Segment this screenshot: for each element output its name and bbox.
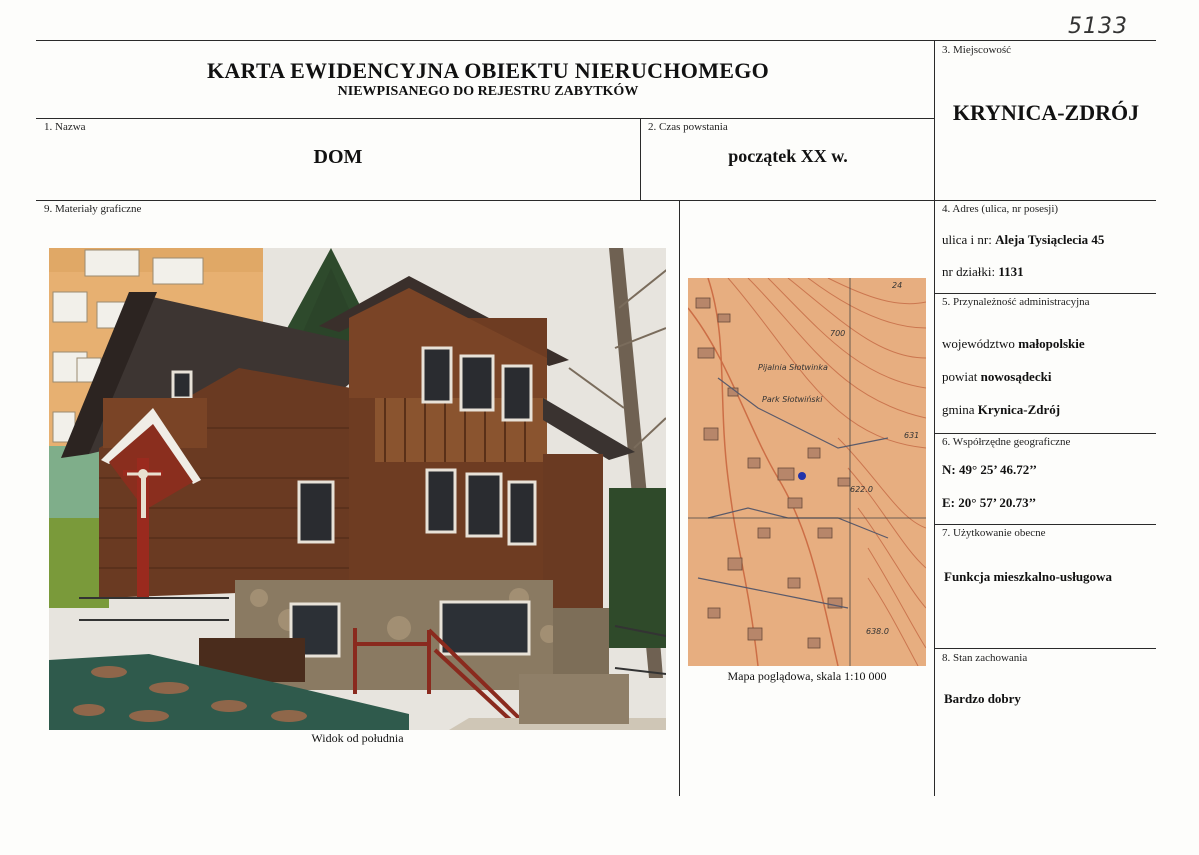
plot-label: nr działki:: [942, 264, 996, 279]
latitude-label: N:: [942, 462, 956, 477]
frame-row-line: [36, 200, 1156, 201]
administrative-label: 5. Przynależność administracyjna: [942, 296, 1090, 308]
location-map: [688, 278, 926, 666]
condition-label: 8. Stan zachowania: [942, 652, 1028, 664]
coordinates-label: 6. Współrzędne geograficzne: [942, 436, 1071, 448]
graphics-label: 9. Materiały graficzne: [44, 203, 142, 215]
map-label-631: 631: [904, 431, 920, 440]
frame-line-usage: [934, 524, 1156, 525]
voivodeship-value: małopolskie: [1018, 336, 1085, 351]
usage-label: 7. Użytkowanie obecne: [942, 527, 1046, 539]
card-subtitle: NIEWPISANEGO DO REJESTRU ZABYTKÓW: [337, 84, 639, 99]
frame-line-admin: [934, 293, 1156, 294]
frame-top-line: [36, 40, 1156, 41]
map-label-622: 622.0: [850, 485, 873, 494]
name-value: DOM: [313, 146, 363, 168]
latitude-row: [942, 462, 1037, 478]
plot-value: 1131: [998, 264, 1024, 279]
address-label: 4. Adres (ulica, nr posesji): [942, 203, 1059, 215]
map-label-park: Park Słotwiński: [762, 395, 823, 404]
commune-value: Krynica-Zdrój: [977, 402, 1061, 417]
reference-number: 5133: [1068, 14, 1128, 39]
map-caption: Mapa poglądowa, skala 1:10 000: [727, 669, 887, 683]
date-label: 2. Czas powstania: [648, 121, 728, 133]
voivodeship-label: województwo: [942, 336, 1015, 351]
frame-line-condition: [934, 648, 1156, 649]
frame-title-bottom-line: [36, 118, 934, 119]
condition-value: Bardzo dobry: [944, 691, 1021, 706]
street-label: ulica i nr:: [942, 232, 992, 247]
map-label-pijalnia: Pijalnia Słotwinka: [758, 363, 828, 372]
house-photo: [49, 248, 666, 730]
voivodeship-row: [942, 336, 1085, 352]
usage-value: Funkcja mieszkalno-usługowa: [944, 569, 1112, 584]
longitude-label: E:: [942, 495, 955, 510]
locality-label: 3. Miejscowość: [942, 44, 1012, 56]
commune-row: [942, 402, 1060, 418]
map-label-700: 700: [830, 329, 846, 338]
frame-col-map: [679, 200, 680, 796]
county-row: [942, 369, 1051, 385]
map-label-24: 24: [892, 281, 903, 290]
latitude-value: 49° 25’ 46.72’’: [958, 462, 1037, 477]
commune-label: gmina: [942, 402, 975, 417]
map-label-638: 638.0: [866, 627, 889, 636]
frame-line-coords: [934, 433, 1156, 434]
photo-caption: Widok od południa: [311, 731, 404, 745]
name-label: 1. Nazwa: [44, 121, 86, 133]
date-value: początek XX w.: [728, 146, 848, 166]
card-title: KARTA EWIDENCYJNA OBIEKTU NIERUCHOMEGO: [206, 58, 770, 83]
locality-value: KRYNICA-ZDRÓJ: [952, 100, 1140, 125]
county-label: powiat: [942, 369, 978, 384]
street-value: Aleja Tysiąclecia 45: [995, 232, 1105, 247]
longitude-value: 20° 57’ 20.73’’: [958, 495, 1037, 510]
county-value: nowosądecki: [980, 369, 1052, 384]
longitude-row: [942, 495, 1036, 511]
street-row: [942, 232, 1104, 248]
plot-row: [942, 264, 1024, 280]
